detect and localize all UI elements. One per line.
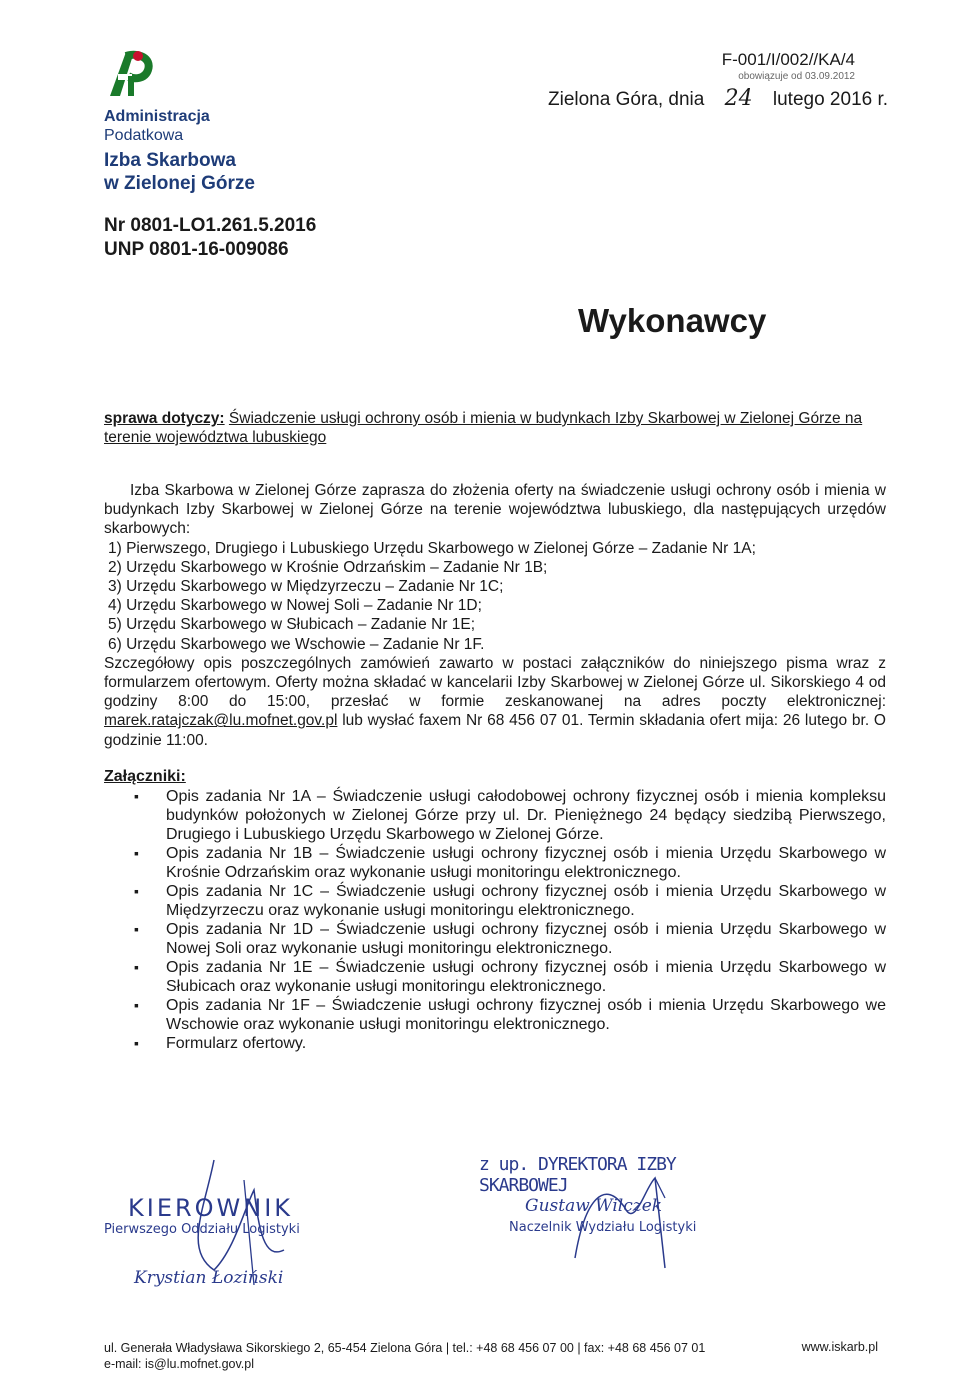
task-item: 5) Urzędu Skarbowego w Słubicach – Zadanie Nr 1E;: [108, 616, 476, 634]
stamp-left-unit: Pierwszego Oddziału Logistyki: [104, 1222, 300, 1237]
task-item: 3) Urzędu Skarbowego w Międzyrzeczu – Zadanie Nr 1C;: [108, 578, 504, 596]
office-name: [104, 149, 255, 195]
stamp-right-name: Gustaw Wilczek: [525, 1196, 663, 1216]
task-item: 1) Pierwszego, Drugiego i Lubuskiego Urzędu Skarbowego w Zielonej Górze – Zadanie Nr 1A;: [108, 539, 756, 557]
addressee-title: Wykonawcy: [578, 302, 767, 339]
footer-email: e-mail: is@lu.mofnet.gov.pl: [104, 1357, 255, 1371]
subject-label: sprawa dotyczy:: [104, 410, 225, 427]
attachment-item: ▪ Opis zadania Nr 1F – Świadczenie usługi ochrony fizycznej osób i mienia Urzędu Skarbowego we Wschowie oraz wykonanie usługi monitoringu elektronicznego.: [104, 996, 886, 1034]
task-item: 4) Urzędu Skarbowego w Nowej Soli – Zadanie Nr 1D;: [108, 597, 482, 615]
date-prefix: Zielona Góra, dnia: [548, 89, 705, 110]
attachment-item: ▪ Formularz ofertowy.: [104, 1034, 886, 1053]
subject-line: [104, 409, 884, 447]
attachment-item: ▪ Opis zadania Nr 1E – Świadczenie usługi ochrony fizycznej osób i mienia Urzędu Skarbowego w Słubicach oraz wykonanie usługi monitoringu elektronicznego.: [104, 958, 886, 996]
letter-body: [104, 481, 886, 750]
footer-website[interactable]: www.iskarb.pl: [801, 1340, 878, 1354]
stamp-right-header: z up. DYREKTORA IZBY SKARBOWEJ: [479, 1154, 676, 1196]
org-name-line1: Administracja: [104, 108, 210, 125]
date-day-handwritten: 24: [724, 86, 753, 111]
attachment-item: ▪ Opis zadania Nr 1A – Świadczenie usługi całodobowej ochrony fizycznej osób i mienia kompleksu budynków położonych w Zielonej Górze przy ul. Dr. Pieniężnego 24 będący siedzibą Pierwszego, Drugiego i Lubuskiego Urzędu Skarbowego w Zielonej Górze.: [104, 787, 886, 844]
body-details: [104, 654, 886, 750]
attachment-item: ▪ Opis zadania Nr 1D – Świadczenie usługi ochrony fizycznej osób i mienia Urzędu Skarbowego w Nowej Soli oraz wykonanie usługi monitoringu elektronicznego.: [104, 920, 886, 958]
stamp-left-title: KIEROWNIK: [128, 1194, 294, 1222]
stamp-left-name: Krystian Łoziński: [134, 1268, 284, 1288]
body-details-text: Szczegółowy opis poszczególnych zamówień zawarto w postaci załączników do niniejszego pisma wraz z formularzem ofertowym. Oferty można składać w kancelarii Izby Skarbowej w Zielonej Górze ul. Sikorskiego 4 od godziny 8:00 do 15:00, przesłać w formie zeskanowanej na adres poczty elektronicznej:: [104, 654, 886, 711]
signature-left: [104, 1150, 324, 1290]
org-name-line2: Podatkowa: [104, 127, 184, 144]
attachments-heading: Załączniki:: [104, 768, 186, 785]
task-item: 6) Urzędu Skarbowego we Wschowie – Zadanie Nr 1F.: [108, 635, 485, 653]
footer-contact: [104, 1340, 705, 1372]
reference-numbers: [104, 214, 316, 262]
office-name-line1: Izba Skarbowa: [104, 150, 236, 171]
subject-text: Świadczenie usługi ochrony osób i mienia w budynkach Izby Skarbowej w Zielonej Górze na terenie województwa lubuskiego: [104, 410, 863, 446]
date-suffix: lutego 2016 r.: [772, 89, 889, 110]
email-link[interactable]: marek.ratajczak@lu.mofnet.gov.pl: [104, 712, 338, 730]
attachments-list: [104, 787, 886, 1053]
form-code: F-001/I/002//KA/4: [721, 50, 855, 69]
reference-unp: UNP 0801-16-009086: [104, 239, 289, 260]
office-name-line2: w Zielonej Górze: [104, 173, 255, 194]
task-item: 2) Urzędu Skarbowego w Krośnie Odrzańskim – Zadanie Nr 1B;: [108, 558, 548, 576]
stamp-right-role: Naczelnik Wydziału Logistyki: [509, 1220, 697, 1235]
task-list: [104, 539, 886, 654]
footer-address: ul. Generała Władysława Sikorskiego 2, 65-454 Zielona Góra | tel.: +48 68 456 07 00 | fax: +48 68 456 07 01: [104, 1341, 706, 1355]
attachment-item: ▪ Opis zadania Nr 1C – Świadczenie usługi ochrony fizycznej osób i mienia Urzędu Skarbowego w Międzyrzeczu oraz wykonanie usługi monitoringu elektronicznego.: [104, 882, 886, 920]
body-intro: Izba Skarbowa w Zielonej Górze zaprasza do złożenia oferty na świadczenie usługi ochrony osób i mienia w budynkach Izby Skarbowej w Zielonej Górze na terenie województwa lubuskiego, dla następujących urzędów skarbowych:: [104, 482, 886, 538]
body-details-deadline: lub wysłać faxem Nr 68 456 07 01. Termin składania ofert mija: 26 lutego br. O godzinie 11:00.: [104, 712, 886, 749]
attachment-item: ▪ Opis zadania Nr 1B – Świadczenie usługi ochrony fizycznej osób i mienia Urzędu Skarbowego w Krośnie Odrzańskim oraz wykonanie usługi monitoringu elektronicznego.: [104, 844, 886, 882]
ap-logo-icon: [104, 46, 154, 102]
date-line: [548, 86, 888, 111]
form-validity: obowiązuje od 03.09.2012: [738, 71, 855, 82]
signature-right: [475, 1148, 735, 1278]
reference-nr: Nr 0801-LO1.261.5.2016: [104, 215, 317, 236]
